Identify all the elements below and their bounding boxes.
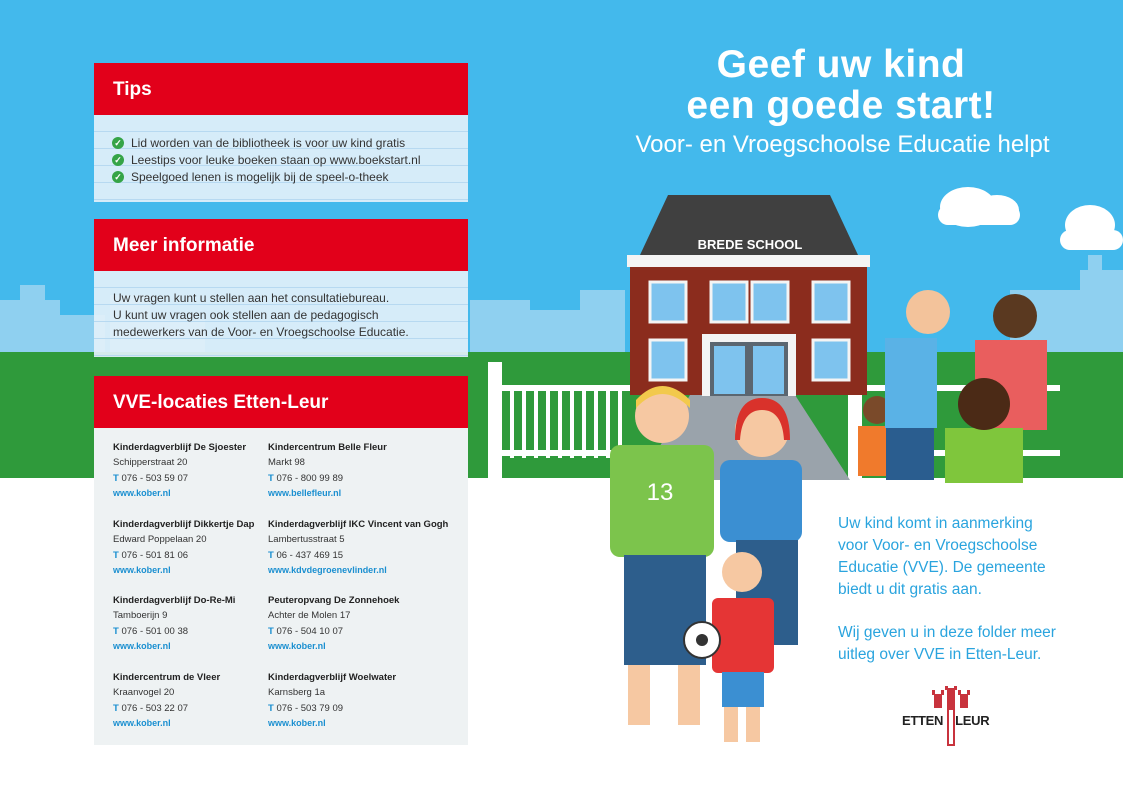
info-title: Meer informatie	[94, 219, 468, 271]
tip-item: ✓ Speelgoed lenen is mogelijk bij de speel-o-theek	[112, 168, 468, 185]
school-building	[627, 195, 870, 396]
location-website-link[interactable]: www.kober.nl	[113, 640, 171, 651]
info-panel	[94, 219, 468, 357]
check-icon: ✓	[112, 171, 124, 183]
locations-title: VVE-locaties Etten-Leur	[94, 376, 468, 428]
intro-paragraph-2: Wij geven u in deze folder meer uitleg over VVE in Etten-Leur.	[838, 624, 1056, 663]
location-entry: Kinderdagverblijf Woelwater Karnsberg 1a T 076 - 503 79 09 www.kober.nl	[268, 670, 428, 731]
location-entry: Kindercentrum Belle Fleur Markt 98 T 076 - 800 99 89 www.bellefleur.nl	[268, 440, 428, 501]
logo-word-right: LEUR	[955, 713, 990, 728]
check-icon: ✓	[112, 154, 124, 166]
info-body	[94, 271, 468, 357]
location-website-link[interactable]: www.kober.nl	[113, 717, 171, 728]
location-entry: Kinderdagverblijf Dikkertje Dap Edward Poppelaan 20 T 076 - 501 81 06 www.kober.nl	[113, 517, 273, 578]
headline-line-1: Geef uw kind	[716, 43, 966, 86]
intro-paragraph-1: Uw kind komt in aanmerking voor Voor- en Vroegschoolse Educatie (VVE). De gemeente biedt u dit gratis aan.	[838, 515, 1046, 598]
tip-item: ✓ Leestips voor leuke boeken staan op www.boekstart.nl	[112, 151, 468, 168]
location-entry: Kinderdagverblijf De Sjoester Schipperstraat 20 T 076 - 503 59 07 www.kober.nl	[113, 440, 273, 501]
tips-panel	[94, 63, 468, 202]
location-entry: Peuteropvang De Zonnehoek Achter de Molen 17 T 076 - 504 10 07 www.kober.nl	[268, 593, 428, 654]
info-line: U kunt uw vragen ook stellen aan de pedagogisch	[113, 308, 379, 322]
shirt-number: 13	[646, 479, 674, 506]
tips-list	[94, 115, 468, 202]
headline-line-2: een goede start!	[686, 84, 996, 127]
intro-text	[838, 513, 1088, 666]
location-website-link[interactable]: www.kober.nl	[268, 640, 326, 651]
location-website-link[interactable]: www.kober.nl	[268, 717, 326, 728]
locations-panel	[94, 376, 468, 745]
location-website-link[interactable]: www.kober.nl	[113, 564, 171, 575]
location-website-link[interactable]: www.kober.nl	[113, 487, 171, 498]
logo-wordmark	[902, 713, 989, 728]
logo-word-left: ETTEN	[902, 713, 944, 728]
headline-subtitle: Voor- en Vroegschoolse Educatie helpt	[635, 131, 1050, 158]
check-icon: ✓	[112, 137, 124, 149]
info-line: medewerkers van de Voor- en Vroegschoolse Educatie.	[113, 325, 409, 339]
school-sign: BREDE SCHOOL	[697, 237, 803, 252]
tip-item: ✓ Lid worden van de bibliotheek is voor uw kind gratis	[112, 134, 468, 151]
location-entry: Kinderdagverblijf Do-Re-Mi Tamboerijn 9 T 076 - 501 00 38 www.kober.nl	[113, 593, 273, 654]
location-entry: Kinderdagverblijf IKC Vincent van Gogh Lambertusstraat 5 T 06 - 437 469 15 www.kdvdegroenevlinder.nl	[268, 517, 458, 578]
location-website-link[interactable]: www.kdvdegroenevlinder.nl	[268, 564, 387, 575]
tips-title: Tips	[94, 63, 468, 115]
info-line: Uw vragen kunt u stellen aan het consultatiebureau.	[113, 291, 390, 305]
location-entry: Kindercentrum de Vleer Kraanvogel 20 T 076 - 503 22 07 www.kober.nl	[113, 670, 273, 731]
locations-grid	[94, 428, 468, 745]
location-website-link[interactable]: www.bellefleur.nl	[268, 487, 342, 498]
